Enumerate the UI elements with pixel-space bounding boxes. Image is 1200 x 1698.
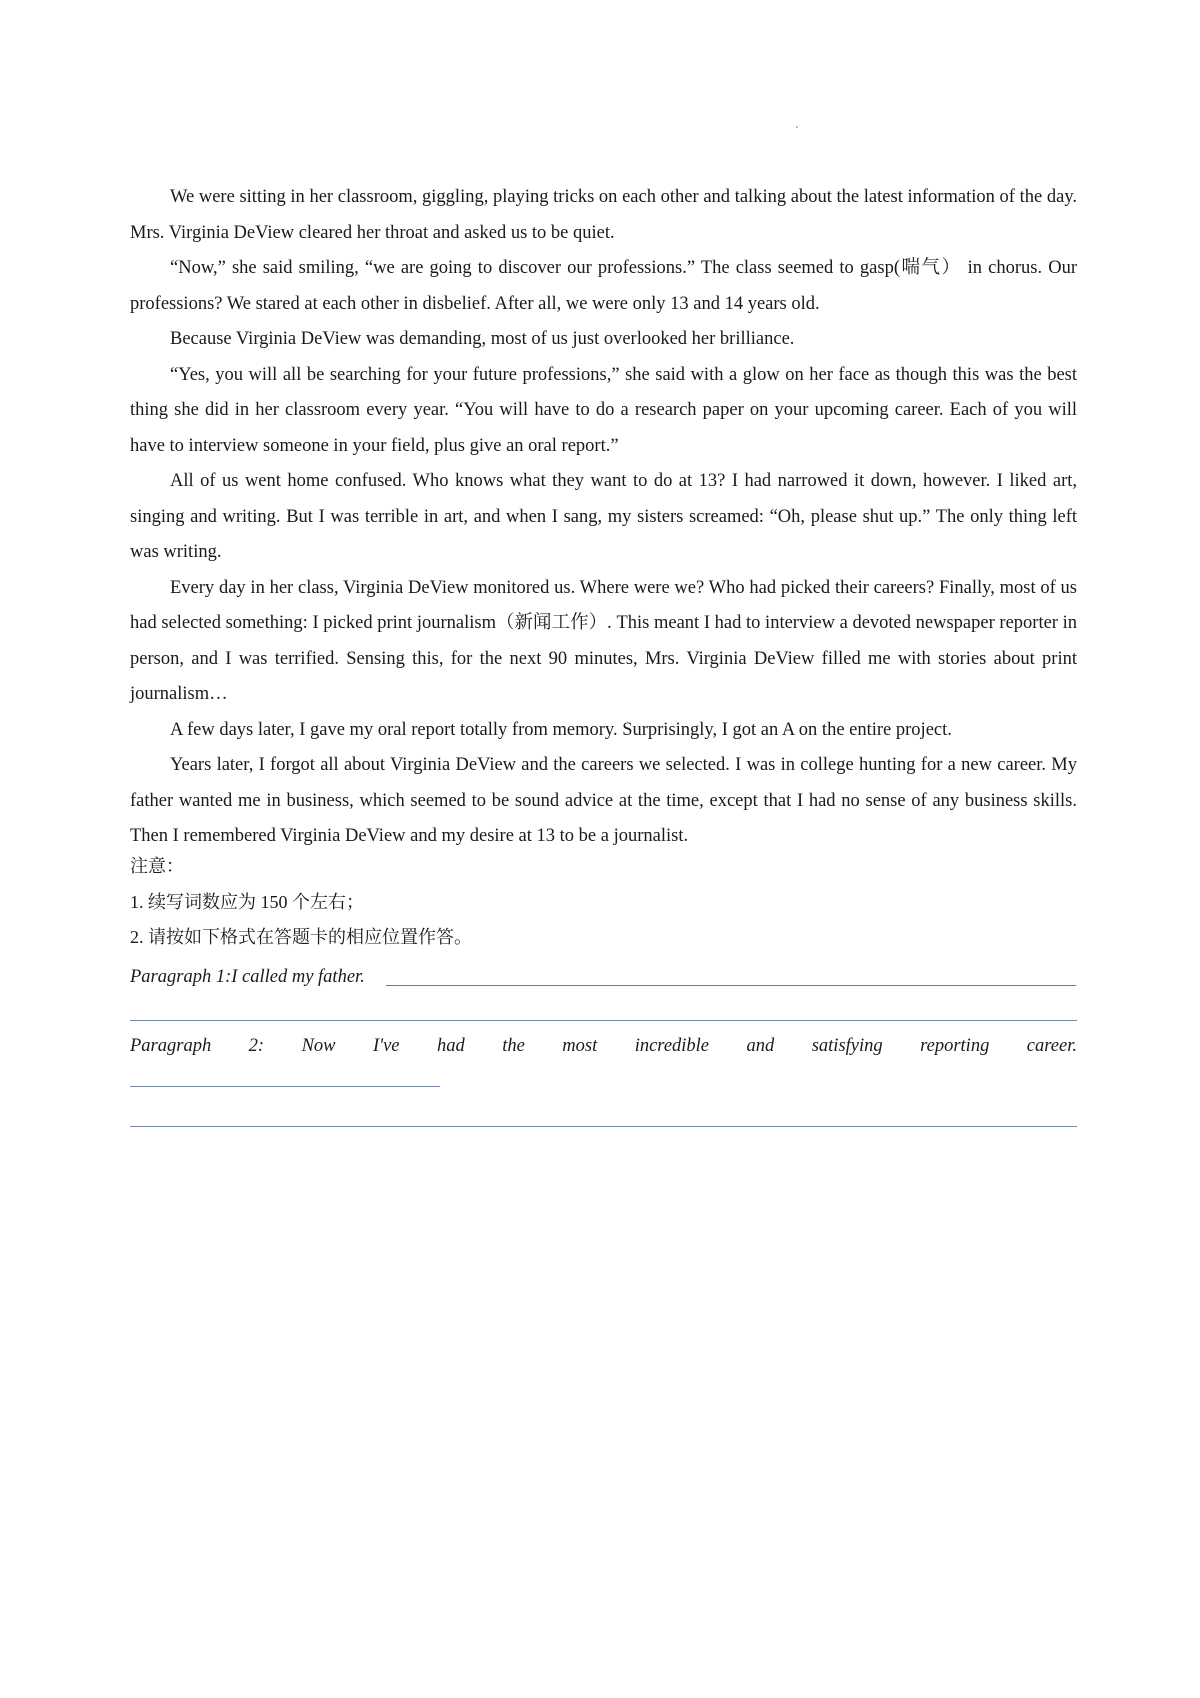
story-paragraph: Because Virginia DeView was demanding, most of us just overlooked her brilliance. [170, 329, 795, 349]
story-paragraph: “Now,” she said smiling, “we are going to discover our professions.” The class seemed to gasp(喘气） in chorus. Our professions? We stared at each other in disbelief. After all, we were only 13 and 14 years old. [130, 258, 1077, 314]
prompt-word: had [436, 1036, 465, 1056]
paragraph-2-prompt [130, 1032, 1077, 1060]
story-paragraph: A few days later, I gave my oral report totally from memory. Surprisingly, I got an A on the entire project. [170, 719, 952, 740]
scan-speck [796, 126, 798, 128]
prompt-word: Now [301, 1036, 336, 1056]
prompt-word: incredible [634, 1036, 710, 1056]
story-paragraph: Years later, I forgot all about Virginia DeView and the careers we selected. I was in college hunting for a new career. My father wanted me in business, which seemed to be sound advice at the time, except that I had no sense of any business skills. Then I remembered Virginia DeView and my desire at 13 to be a journalist. [130, 755, 1077, 846]
prompt-word: 2: [248, 1036, 265, 1056]
story-paragraph: We were sitting in her classroom, giggling, playing tricks on each other and talking about the latest information of the day. Mrs. Virginia DeView cleared her throat and asked us to be quiet. [130, 187, 1077, 243]
prompt-word: most [562, 1036, 598, 1056]
instructions [130, 849, 1077, 956]
instruction-item: 1. 续写词数应为 150 个左右； [130, 891, 364, 912]
story-passage [130, 180, 1077, 855]
prompt-word: I've [372, 1036, 400, 1056]
prompt-word: and [746, 1036, 775, 1056]
paragraph-1-prompt: Paragraph 1:I called my father. [130, 967, 365, 987]
story-paragraph: All of us went home confused. Who knows what they want to do at 13? I had narrowed it down, however. I liked art, singing and writing. But I was terrible in art, and when I sang, my sisters screamed: “Oh, please shut up.” The only thing left was writing. [130, 471, 1077, 562]
paragraph-2-answer-line[interactable] [130, 1086, 440, 1087]
prompt-word: satisfying [811, 1036, 883, 1056]
instructions-heading: 注意： [130, 856, 184, 876]
story-paragraph: “Yes, you will all be searching for your future professions,” she said with a glow on her face as though this was the best thing she did in her classroom every year. “You will have to do a research paper on your upcoming career. Each of you will have to interview someone in your field, plus give an oral report.” [130, 364, 1077, 456]
story-paragraph: Every day in her class, Virginia DeView monitored us. Where were we? Who had picked their careers? Finally, most of us had selected something: I picked print journalism（新闻工作）. This meant I had to interview a devoted newspaper reporter in person, and I was terrified. Sensing this, for the next 90 minutes, Mrs. Virginia DeView filled me with stories about print journalism… [130, 577, 1077, 704]
paragraph-1-answer-line[interactable] [386, 985, 1076, 986]
prompt-word: the [502, 1036, 525, 1056]
prompt-word: reporting [920, 1036, 990, 1056]
prompt-word: Paragraph [130, 1036, 212, 1056]
answer-line[interactable] [130, 1126, 1077, 1127]
instruction-item: 2. 请按如下格式在答题卡的相应位置作答。 [130, 927, 472, 947]
prompt-word: career. [1026, 1036, 1077, 1056]
answer-line[interactable] [130, 1020, 1077, 1021]
